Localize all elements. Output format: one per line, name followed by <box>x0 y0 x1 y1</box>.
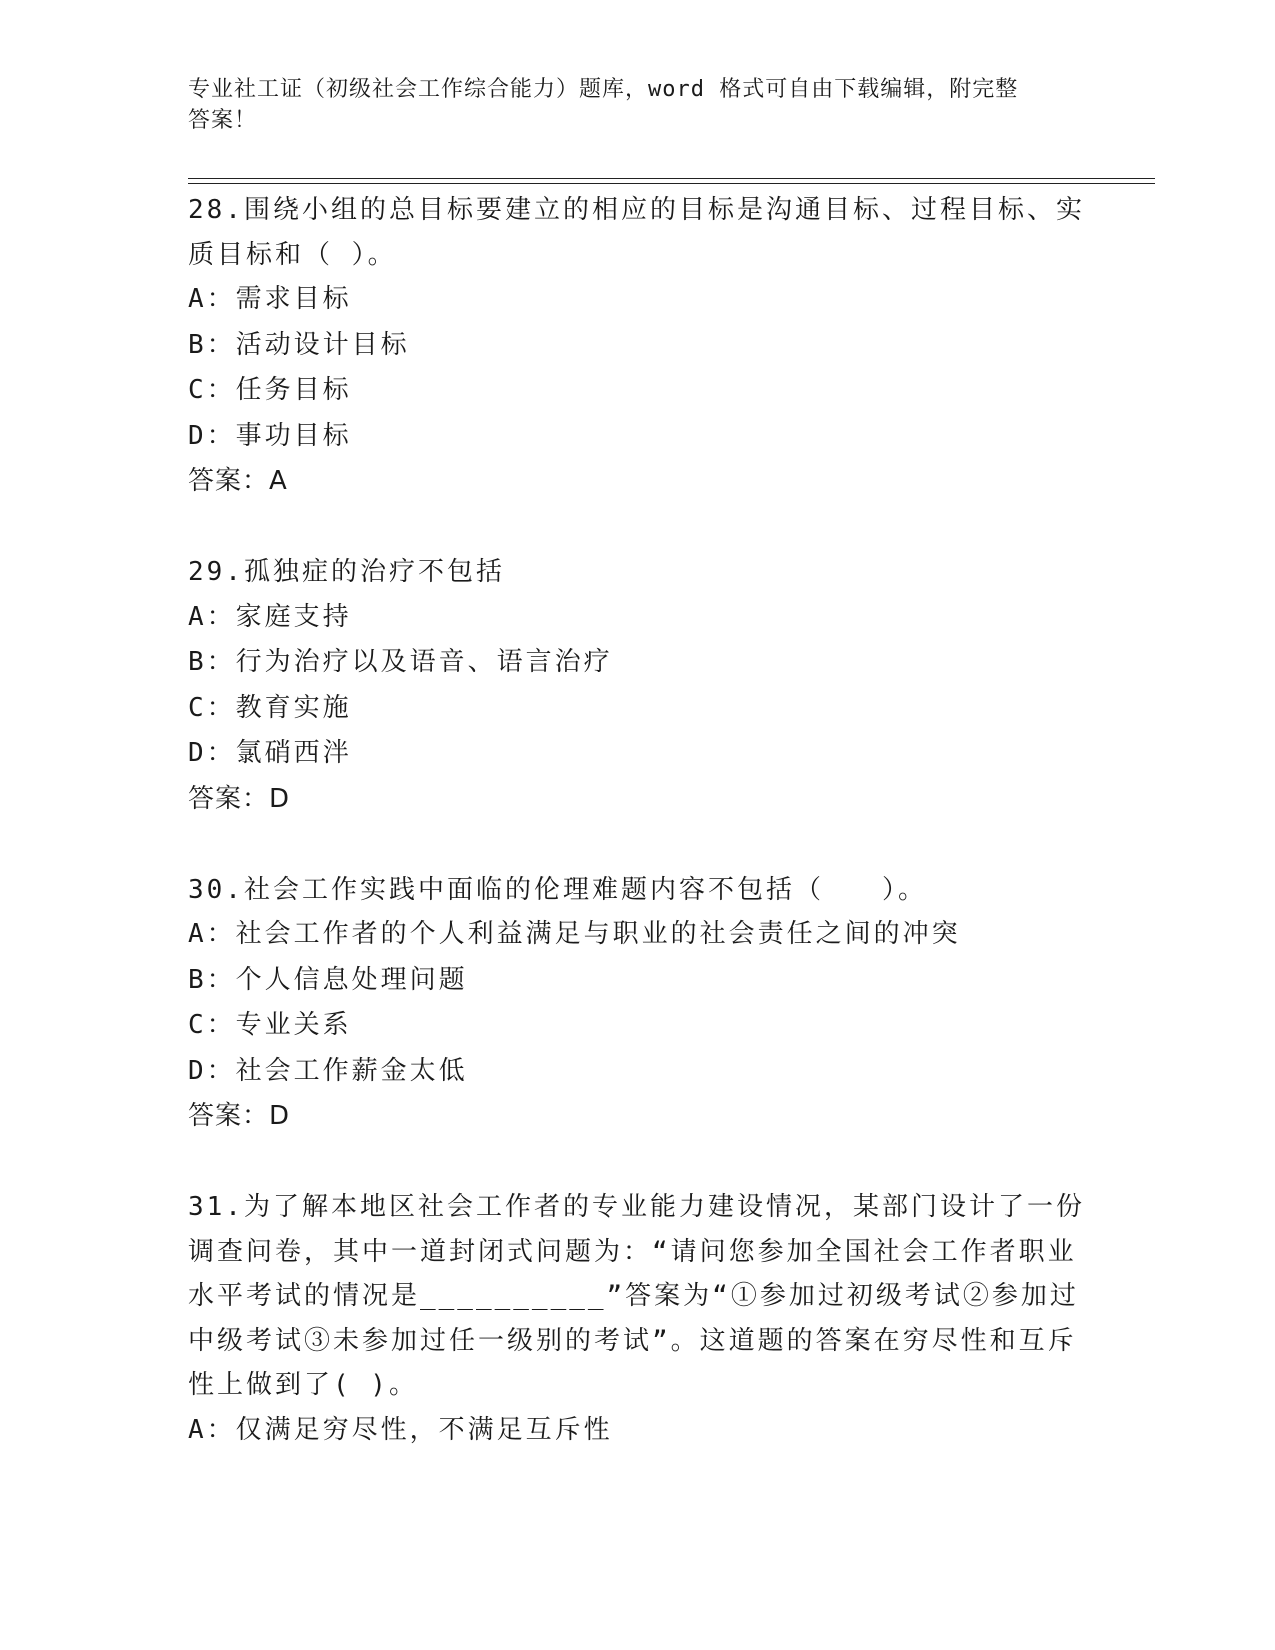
option-b: B：活动设计目标 <box>188 329 410 360</box>
option-a: A：需求目标 <box>188 284 352 314</box>
option-b: B：个人信息处理问题 <box>188 964 468 995</box>
question-text: 30.社会工作实践中面临的伦理难题内容不包括（ ）。 <box>188 874 927 905</box>
document-header <box>188 74 1068 136</box>
option-d: D：社会工作薪金太低 <box>188 1055 468 1086</box>
option-a: A：家庭支持 <box>188 601 352 632</box>
question-31 <box>188 1185 1088 1453</box>
question-30 <box>188 868 1088 1140</box>
question-28 <box>188 188 1088 504</box>
question-29 <box>188 550 1088 822</box>
option-c: C：教育实施 <box>188 692 352 723</box>
header-line-2: 答案！ <box>188 108 258 133</box>
header-divider-top <box>188 178 1155 179</box>
header-divider-bottom <box>188 183 1155 184</box>
option-d: D：事功目标 <box>188 420 352 451</box>
answer: 答案：D <box>188 783 291 814</box>
header-line-1: 专业社工证（初级社会工作综合能力）题库，word 格式可自由下载编辑，附完整 <box>188 77 1019 102</box>
option-c: C：任务目标 <box>188 375 352 405</box>
question-text: 29.孤独症的治疗不包括 <box>188 557 505 587</box>
question-list <box>188 188 1088 1499</box>
question-text: 28.围绕小组的总目标要建立的相应的目标是沟通目标、过程目标、实质目标和（ ）。 <box>188 195 1085 270</box>
option-c: C：专业关系 <box>188 1010 352 1040</box>
answer: 答案：A <box>188 466 288 496</box>
question-text: 31.为了解本地区社会工作者的专业能力建设情况，某部门设计了一份调查问卷，其中一道封闭式问题为：“请问您参加全国社会工作者职业水平考试的情况是__________”答案为“①参加过初级考试②参加过中级考试③未参加过任一级别的考试”。这道题的答案在穷尽性和互斥性上做到了( )。 <box>188 1192 1085 1400</box>
option-a: A：仅满足穷尽性，不满足互斥性 <box>188 1414 613 1445</box>
answer: 答案：D <box>188 1101 291 1131</box>
option-b: B：行为治疗以及语音、语言治疗 <box>188 647 613 677</box>
option-a: A：社会工作者的个人利益满足与职业的社会责任之间的冲突 <box>188 919 961 949</box>
option-d: D：氯硝西泮 <box>188 738 352 768</box>
